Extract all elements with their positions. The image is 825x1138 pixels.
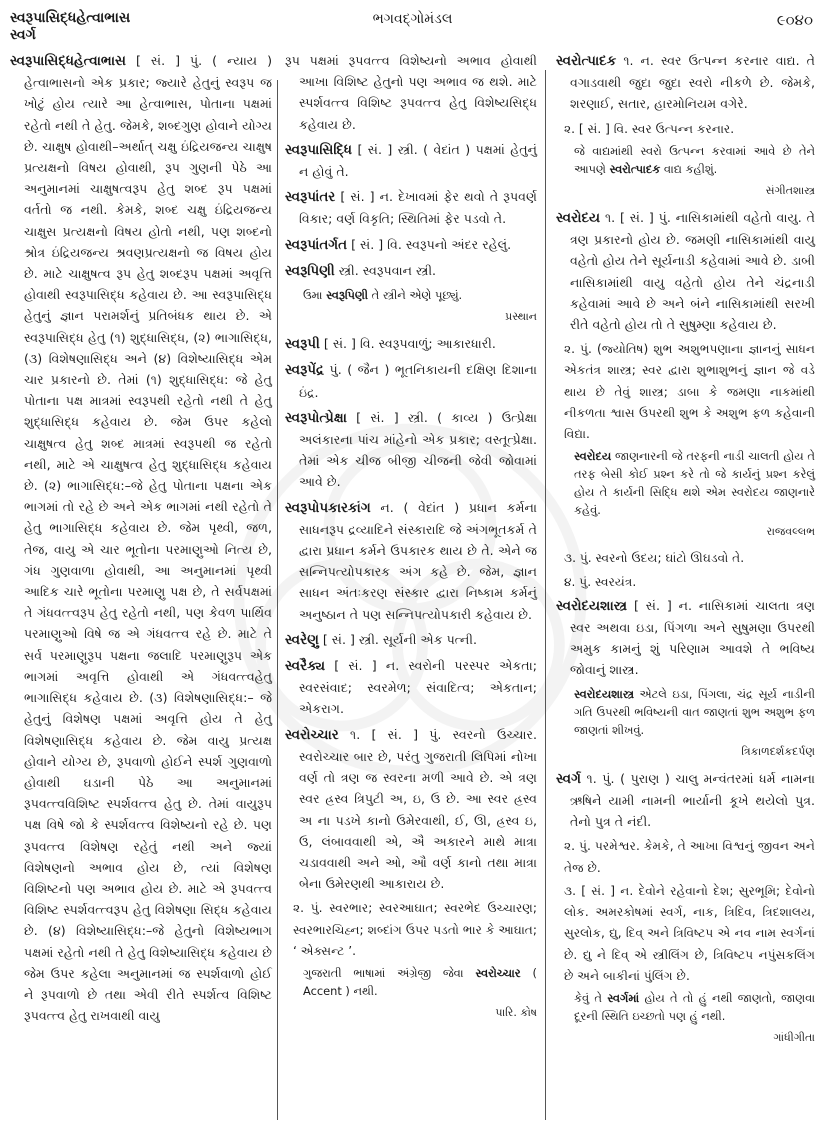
entry-headword: સ્વરૈક્ય <box>285 658 326 675</box>
column-divider-left <box>277 80 278 1120</box>
entry-headword: સ્વરૂપાસિદ્ધહેત્વાભાસ <box>10 53 126 69</box>
entry-definition: ૧. [ સં. ] પું. સ્વરનો ઉચ્ચાર. સ્વરોચ્ચાર બાર છે, પરંતુ ગુજરાતી લિપિમાં નોખા વર્ણ તો ત્રણ જ સ્વરના મળી આવે છે. એ ત્રણ સ્વર હ્રસ્વ ત્રિપુટી અ, ઇ, ઉ છે. આ સ્વર હ્રસ્વ અ ના પડખે કાનો ઉમેરવાથી, ઈ, ઊ, હ્રસ્વ ઇ, ઉ, લંબાવવાથી એ, ઐ અકારને માથે માત્રા ચડાવવાથી અને ઓ, ઔ વર્ણ કાનો તથા માત્રા બેના ઉમેરણથી આકારાય છે. <box>299 726 538 892</box>
entry-definition: ૧. પું. ( પુરાણ ) ચાલુ મન્વંતરમાં ધર્મ નામના ઋષિને યામી નામની ભાર્યાની કૂખે થયેલો પુત્ર. તેનો પુત્ર તે નંદી. <box>570 770 815 830</box>
dictionary-entry <box>285 260 537 282</box>
entry-definition: પું. ( જૈન ) ભૂતનિકાયની દક્ષિણ દિશાના ઇંદ્ર. <box>299 362 537 400</box>
entry-headword: સ્વરૂપોત્પ્રેક્ષા <box>285 409 347 426</box>
dictionary-entry <box>285 333 537 355</box>
entry-definition: [ સં. ] સ્ત્રી. ( વેદાંત ) પક્ષમાં હેતુનું ન હોવું તે. <box>299 141 537 180</box>
entry-headword: સ્વરોદય <box>556 210 601 227</box>
dictionary-entry <box>556 595 815 681</box>
entry-headword: સ્વરૂપાસિદ્ધિ <box>285 141 353 158</box>
entry-sense: ૨. [ સં. ] વિ. સ્વર ઉત્પન્ન કરનાર. <box>564 121 735 136</box>
quote-highlight: સ્વર્ગમાં <box>607 990 640 1005</box>
entry-definition: [ સં. ] સ્ત્રી. ( કાવ્ય ) ઉત્પ્રેક્ષા અલંકારના પાંચ માંહેનો એક પ્રકાર; વસ્તૂત્પ્રેક્ષા. તેમાં એક ચીજ બીજી ચીજની જેવી જોવામાં આવે છે. <box>299 409 537 490</box>
quote-text: ઉમા <box>303 288 327 303</box>
dictionary-entry <box>556 50 815 115</box>
entry-definition: [ સં. ] વિ. સ્વરૂપવાળું; આકારધારી. <box>323 336 496 352</box>
entry-headword: સ્વરૂપોપકારકાંગ <box>285 499 371 516</box>
quote-text: ગુજરાતી ભાષામાં અંગ્રેજી જેવા <box>303 965 476 980</box>
quote-text: જાણનારની જે તરફની નાડી ચાલતી હોય તે તરફ બેસી કોઈ પ્રશ્ન કરે તો જે કાર્યનું પ્રશ્ન કરેલું હોય તે કાર્યની સિદ્ધિ થશે એમ સ્વરોદય જાણનારે કહેવું. <box>574 449 815 518</box>
dictionary-entry <box>285 497 537 625</box>
quote-text: એટલે ઇડા, પિંગલા, ચંદ્ર સૂર્ય નાડીની ગતિ ઉપરથી ભવિષ્યની વાત જાણતાં શુભ અશુભ ફળ જાણતાં શીખવું. <box>574 686 815 737</box>
quote-source: ગાંધીગીતા <box>773 1030 815 1044</box>
quote-text: કેવું તે <box>574 990 608 1005</box>
entry-headword: સ્વરૂપી <box>285 336 320 353</box>
entry-definition: સ્ત્રી. સ્વરૂપવાન સ્ત્રી. <box>338 262 437 278</box>
guide-word-last: સ્વર્ગ <box>10 27 36 43</box>
dictionary-entry <box>285 359 537 402</box>
quote-highlight: સ્વરૂપિણી <box>326 288 369 303</box>
entry-headword: સ્વરૂપાંતર્ગત <box>285 236 348 253</box>
usage-quote <box>285 964 537 1000</box>
dictionary-entry <box>556 768 815 833</box>
quote-highlight: સ્વરોચ્ચાર <box>475 965 521 980</box>
entry-headword: સ્વરૂપેંદ્ર <box>285 362 325 379</box>
column-divider-right <box>545 70 546 1120</box>
entry-sense: ૨. પું. (જ્યોતિષ) શુભ અશુભપણાના જ્ઞાનનું સાધન એકતંત્ર શાસ્ત્ર; સ્વર દ્વારા શુભાશુભનું જ્ઞાન જે વડે થાય છે તેવું શાસ્ત્ર; ડાબા કે જમણા નાકમાંથી નીકળતા શ્વાસ ઉપરથી શુભ કે અશુભ ફળ કહેવાની વિદ્યા. <box>564 342 815 442</box>
dictionary-entry <box>285 629 537 651</box>
entry-sense: ૨. પું. સ્વરભાર; સ્વરઆઘાત; સ્વરભેદ ઉચ્ચારણ; સ્વરભારચિહ્ન; શબ્દાંગ ઉપર પડતો ભાર કે આઘાત; ‘ એક્સન્ટ ’. <box>293 901 537 958</box>
quote-highlight: સ્વરોદય <box>574 449 612 464</box>
column-1 <box>10 50 272 1030</box>
entry-definition: રૂપ પક્ષમાં રૂપવત્ત્વ વિશેષ્યનો અભાવ હોવાથી આખા વિશિષ્ટ હેતુનો પણ અભાવ જ થશે. માટે સ્પર્શવત્ત્વ વિશિષ્ટ રૂપવત્ત્વ હેતુ વિશેષ્યસિદ્ધ કહેવાય છે. <box>285 53 537 132</box>
entry-sense: ૨. પું. પરમેશ્વર. કેમકે, તે આખા વિશ્વનું જીવન અને તેજ છે. <box>564 839 815 875</box>
quote-text: ( Accent ) નથી. <box>303 965 537 998</box>
entry-definition: [ સં. ] વિ. સ્વરૂપનો અંદર રહેલું. <box>351 236 512 252</box>
entry-headword: સ્વરૂપાંતર <box>285 189 336 206</box>
dictionary-entry-continued <box>285 50 537 135</box>
quote-text: તે સ્ત્રીને એણે પૂછ્યું. <box>368 288 463 303</box>
entry-definition: ૧. ન. સ્વર ઉત્પન્ન કરનાર વાદ્ય. તે વગાડવાથી જુદા જુદા સ્વરો નીકળે છે. જેમકે, શરણાઈ, સતાર, હારમોનિયમ વગેરે. <box>570 53 815 112</box>
dictionary-entry <box>556 207 815 335</box>
quote-text: વાદ્ય કહીશું. <box>660 161 718 176</box>
page-header <box>0 6 825 50</box>
entry-sense: ૪. પું. સ્વરયંત્ર. <box>564 574 637 589</box>
dictionary-entry <box>285 655 537 720</box>
dictionary-entry <box>285 139 537 182</box>
usage-quote <box>556 447 815 519</box>
quote-source: ત્રિકાળદર્શકદર્પણ <box>741 744 815 758</box>
entry-definition: [ સં. ] સ્ત્રી. સૂર્યની એક પત્ની. <box>322 631 478 647</box>
usage-quote <box>285 286 537 304</box>
entry-definition: [ સં. ] ન. દેખાવમાં ફેર થવો તે રૂપવર્ણ વિકાર; વર્ણ વિકૃતિ; સ્થિતિમાં ફેર પડવો તે. <box>299 189 537 227</box>
quote-text: હોય તે તો હું નથી જાણતો, જાણવા દૂરની સ્થિતિ ઇચ્છતો પણ હું નથી. <box>574 990 815 1023</box>
column-2 <box>285 50 537 1029</box>
entry-headword: સ્વરોત્પાદક <box>556 53 617 69</box>
usage-quote <box>556 685 815 739</box>
dictionary-entry <box>285 724 537 895</box>
entry-definition: [ સં. ] ન. નાસિકામાં ચાલતા ત્રણ સ્વર અથવા ઇડા, પિંગળા અને સુષુમણા ઉપરથી અમુક કામનું શું પરિણામ આવશે તે ભવિષ્ય જોવાનું શાસ્ત્ર. <box>570 597 815 678</box>
entry-definition: ન. ( વેદાંત ) પ્રધાન કર્મના સાધનરૂપ દ્રવ્યાદિને સંસ્કારાદિ જે અંગભૂતકર્મ તે દ્વારા પ્રધાન કર્મને ઉપકારક થાય છે તે. એને જ સન્નિપત્યોપકારક અંગ કહે છે. જેમ, જ્ઞાન સાધન અંતઃકરણ સંસ્કાર દ્વારા નિષ્કામ કર્મનું અનુષ્ઠાન તે પણ સન્નિપત્યોપકારી કહેવાય છે. <box>299 499 537 622</box>
entry-sense: ૩. પું. સ્વરનો ઉદય; ઘાંટો ઊઘડવો તે. <box>564 551 745 566</box>
entry-sense: ૩. [ સં. ] ન. દેવોને રહેવાનો દેશ; સુરભૂમિ; દેવોનો લોક. અમરકોષમાં સ્વર્ગ, નાક, ત્રિદિવ, ત્રિદશાલય, સુરલોક, દ્યુ, દિવ્ અને ત્રિવિષ્ટપ એ નવ નામ સ્વર્ગનાં છે. દ્યુ ને દિવ્ એ સ્ત્રીલિંગ છે, ત્રિવિષ્ટપ નપુંસકલિંગ છે અને બાકીનાં પુંલિંગ છે. <box>564 883 815 983</box>
column-3 <box>556 50 815 1054</box>
entry-headword: સ્વર્ગ <box>556 770 581 787</box>
quote-highlight: સ્વરોદયશાસ્ત્ર <box>574 686 634 701</box>
entry-headword: સ્વરૂપિણી <box>285 262 335 279</box>
usage-quote <box>556 142 815 178</box>
entry-headword: સ્વરોદયશાસ્ત્ર <box>556 597 628 614</box>
entry-definition: [ સં. ] ન. સ્વરોની પરસ્પર એકતા; સ્વરસંવાદ; સ્વરમેળ; સંવાદિત્વ; એકતાન; એકરાગ. <box>299 658 537 717</box>
usage-quote <box>556 989 815 1025</box>
quote-source: રાજવલ્લભ <box>766 525 815 539</box>
entry-headword: સ્વરોચ્ચાર <box>285 726 339 743</box>
page-number: ૯૦૪૦ <box>776 11 813 29</box>
dictionary-entry <box>10 50 272 1026</box>
quote-source: પારિ. કોષ <box>495 1005 537 1019</box>
dictionary-title: ભગવદ્ગોમંડલ <box>372 11 453 27</box>
guide-word-first: સ્વરૂપાસિદ્ધહેત્વાભાસ <box>10 10 131 26</box>
quote-source: પ્રસ્થાન <box>505 310 537 324</box>
quote-text: જે વાદ્યમાંથી સ્વરો ઉત્પન્ન કરવામાં આવે છે તેને આપણે <box>574 143 815 176</box>
quote-source: સંગીતશાસ્ત્ર <box>765 183 815 197</box>
dictionary-entry <box>285 186 537 229</box>
dictionary-entry <box>285 234 537 256</box>
quote-highlight: સ્વરોત્પાદક <box>609 161 661 176</box>
entry-headword: સ્વરેણુ <box>285 631 319 648</box>
entry-definition: ૧. [ સં. ] પું. નાસિકામાંથી વહેતો વાયુ. તે ત્રણ પ્રકારનો હોય છે. જમણી નાસિકામાંથી વાયુ વહેતો હોય તેને સૂર્યનાડી કહેવામાં આવે છે. ડાબી નાસિકામાંથી વાયુ વહેતો હોય તેને ચંદ્રનાડી કહેવામાં આવે છે અને બંને નાસિકામાંથી સરખી રીતે વહેતો હોય તો તે સુષુમ્ણા કહેવાય છે. <box>570 210 815 333</box>
entry-definition: [ સં. ] પું. ( ન્યાય ) હેત્વાભાસનો એક પ્રકાર; જ્યારે હેતુનું સ્વરૂપ જ ખોટું હોય ત્યારે આ હેત્વાભાસ, પોતાના પક્ષમાં રહેતો નથી તે હેતુ. જેમકે, શબ્દગુણ હોવાને યોગ્ય છે. ચાક્ષુષ હોવાથી–અર્થાત્ ચક્ષુ ઇંદ્રિયજન્ય ચાક્ષુષ પ્રત્યક્ષનો વિષય હોવાથી, રૂપ ગુણની પેઠે આ અનુમાનમાં ચાક્ષુષત્વરૂપ હેતુ શબ્દ રૂપ પક્ષમાં વર્તતો જ નથી. કેમકે, શબ્દ ચક્ષુ ઇંદ્રિયજન્ય ચાક્ષુસ પ્રત્યક્ષનો વિષય હોતો નથી, પણ શબ્દનો શ્રોત્ર ઇંદ્રિયજન્ય શ્રવણપ્રત્યક્ષનો જ વિષય હોય છે. માટે ચાક્ષુષત્વ રૂપ હેતુ શબ્દરૂપ પક્ષમાં અવૃત્તિ હોવાથી સ્વરૂપાસિદ્ધ કહેવાય છે. આ સ્વરૂપાસિદ્ધ હેતુનું જ્ઞાન પરામર્શનું પ્રતિબંધક થાય છે. એ સ્વરૂપાસિદ્ધ હેતુ (૧) શુદ્ધાસિદ્ધ, (૨) ભાગાસિદ્ધ, (૩) વિશેષણાસિદ્ધ અને (૪) વિશેષ્યાસિદ્ધ એમ ચાર પ્રકારનો છે. તેમાં (૧) શુદ્ધાસિદ્ધ: જે હેતુ પોતાના પક્ષ માત્રમાં સ્વરૂપથી રહેતો નથી તે હેતુ શુદ્ધાસિદ્ધ કહેવાય છે. જેમ ઉપર કહેલો ચાક્ષુષત્વ હેતુ શબ્દ માત્રમાં સ્વરૂપથી જ રહેતો નથી, માટે એ ચાક્ષુષત્વ હેતુ શુદ્ધાસિદ્ધ કહેવાય છે. (૨) ભાગાસિદ્ધ:–જે હેતુ પોતાના પક્ષના એક ભાગમાં તો રહે છે અને એક ભાગમાં નથી રહેતો તે હેતુ ભાગાસિદ્ધ કહેવાય છે. જેમ પૃથ્વી, જળ, તેજ, વાયુ એ ચાર ભૂતોના પરમાણુઓ નિત્ય છે, ગંધ ગુણવાળા હોવાથી, આ અનુમાનમાં પૃથ્વી આદિક ચારે ભૂતોના પરમાણુ પક્ષ છે, તે સર્વપક્ષમાં તે ગંધવત્ત્વરૂપ હેતુ રહેતો નથી, પણ કેવળ પાર્થિવ પરમાણુઓ વિષે જ એ ગંધવત્ત્વ રહે છે. માટે તે સર્વ પરમાણુરૂપ પક્ષના જલાદિ પરમાણુરૂપ એક ભાગમાં અવૃત્તિ હોવાથી એ ગંધવત્ત્વહેતુ ભાગાસિદ્ધ કહેવાય છે. (૩) વિશેષણાસિદ્ધ:– જે હેતુનું વિશેષણ પક્ષમાં અવૃત્તિ હોય તે હેતુ વિશેષણાસિદ્ધ કહેવાય છે. જેમ વાયુ પ્રત્યક્ષ હોવાને યોગ્ય છે, રૂપવાળો હોઈને સ્પર્શ ગુણવાળો હોવાથી ઘડાની પેઠે આ અનુમાનમાં રૂપવત્ત્વવિશિષ્ટ સ્પર્શવત્ત્વ હેતુ છે. તેમાં વાયુરૂપ પક્ષ વિષે જો કે સ્પર્શવત્ત્વ વિશેષ્યનો રહે છે. પણ રૂપવત્ત્વ વિશેષણ રહેતું નથી અને જ્યાં વિશેષણનો અભાવ હોય છે, ત્યાં વિશેષણ વિશિષ્ટનો પણ અભાવ હોય છે. માટે એ રૂપવત્ત્વ વિશિષ્ટ સ્પર્શવત્ત્વરૂપ હેતુ વિશેષણા સિદ્ધ કહેવાય છે. (૪) વિશેષ્યાસિદ્ધ:–જે હેતુનો વિશેષ્યભાગ પક્ષમાં રહેતો નથી તે હેતુ વિશેષ્યાસિદ્ધ કહેવાય છે જેમ ઉપર કહેલા અનુમાનમાં જ સ્પર્શવાળો હોઈ ને રૂપવાળો છે તથા એવી રીતે સ્પર્શત્વ વિશિષ્ટ રૂપવત્ત્વ હેતુ રાખવાથી વાયુ <box>24 53 272 1024</box>
dictionary-entry <box>285 407 537 493</box>
